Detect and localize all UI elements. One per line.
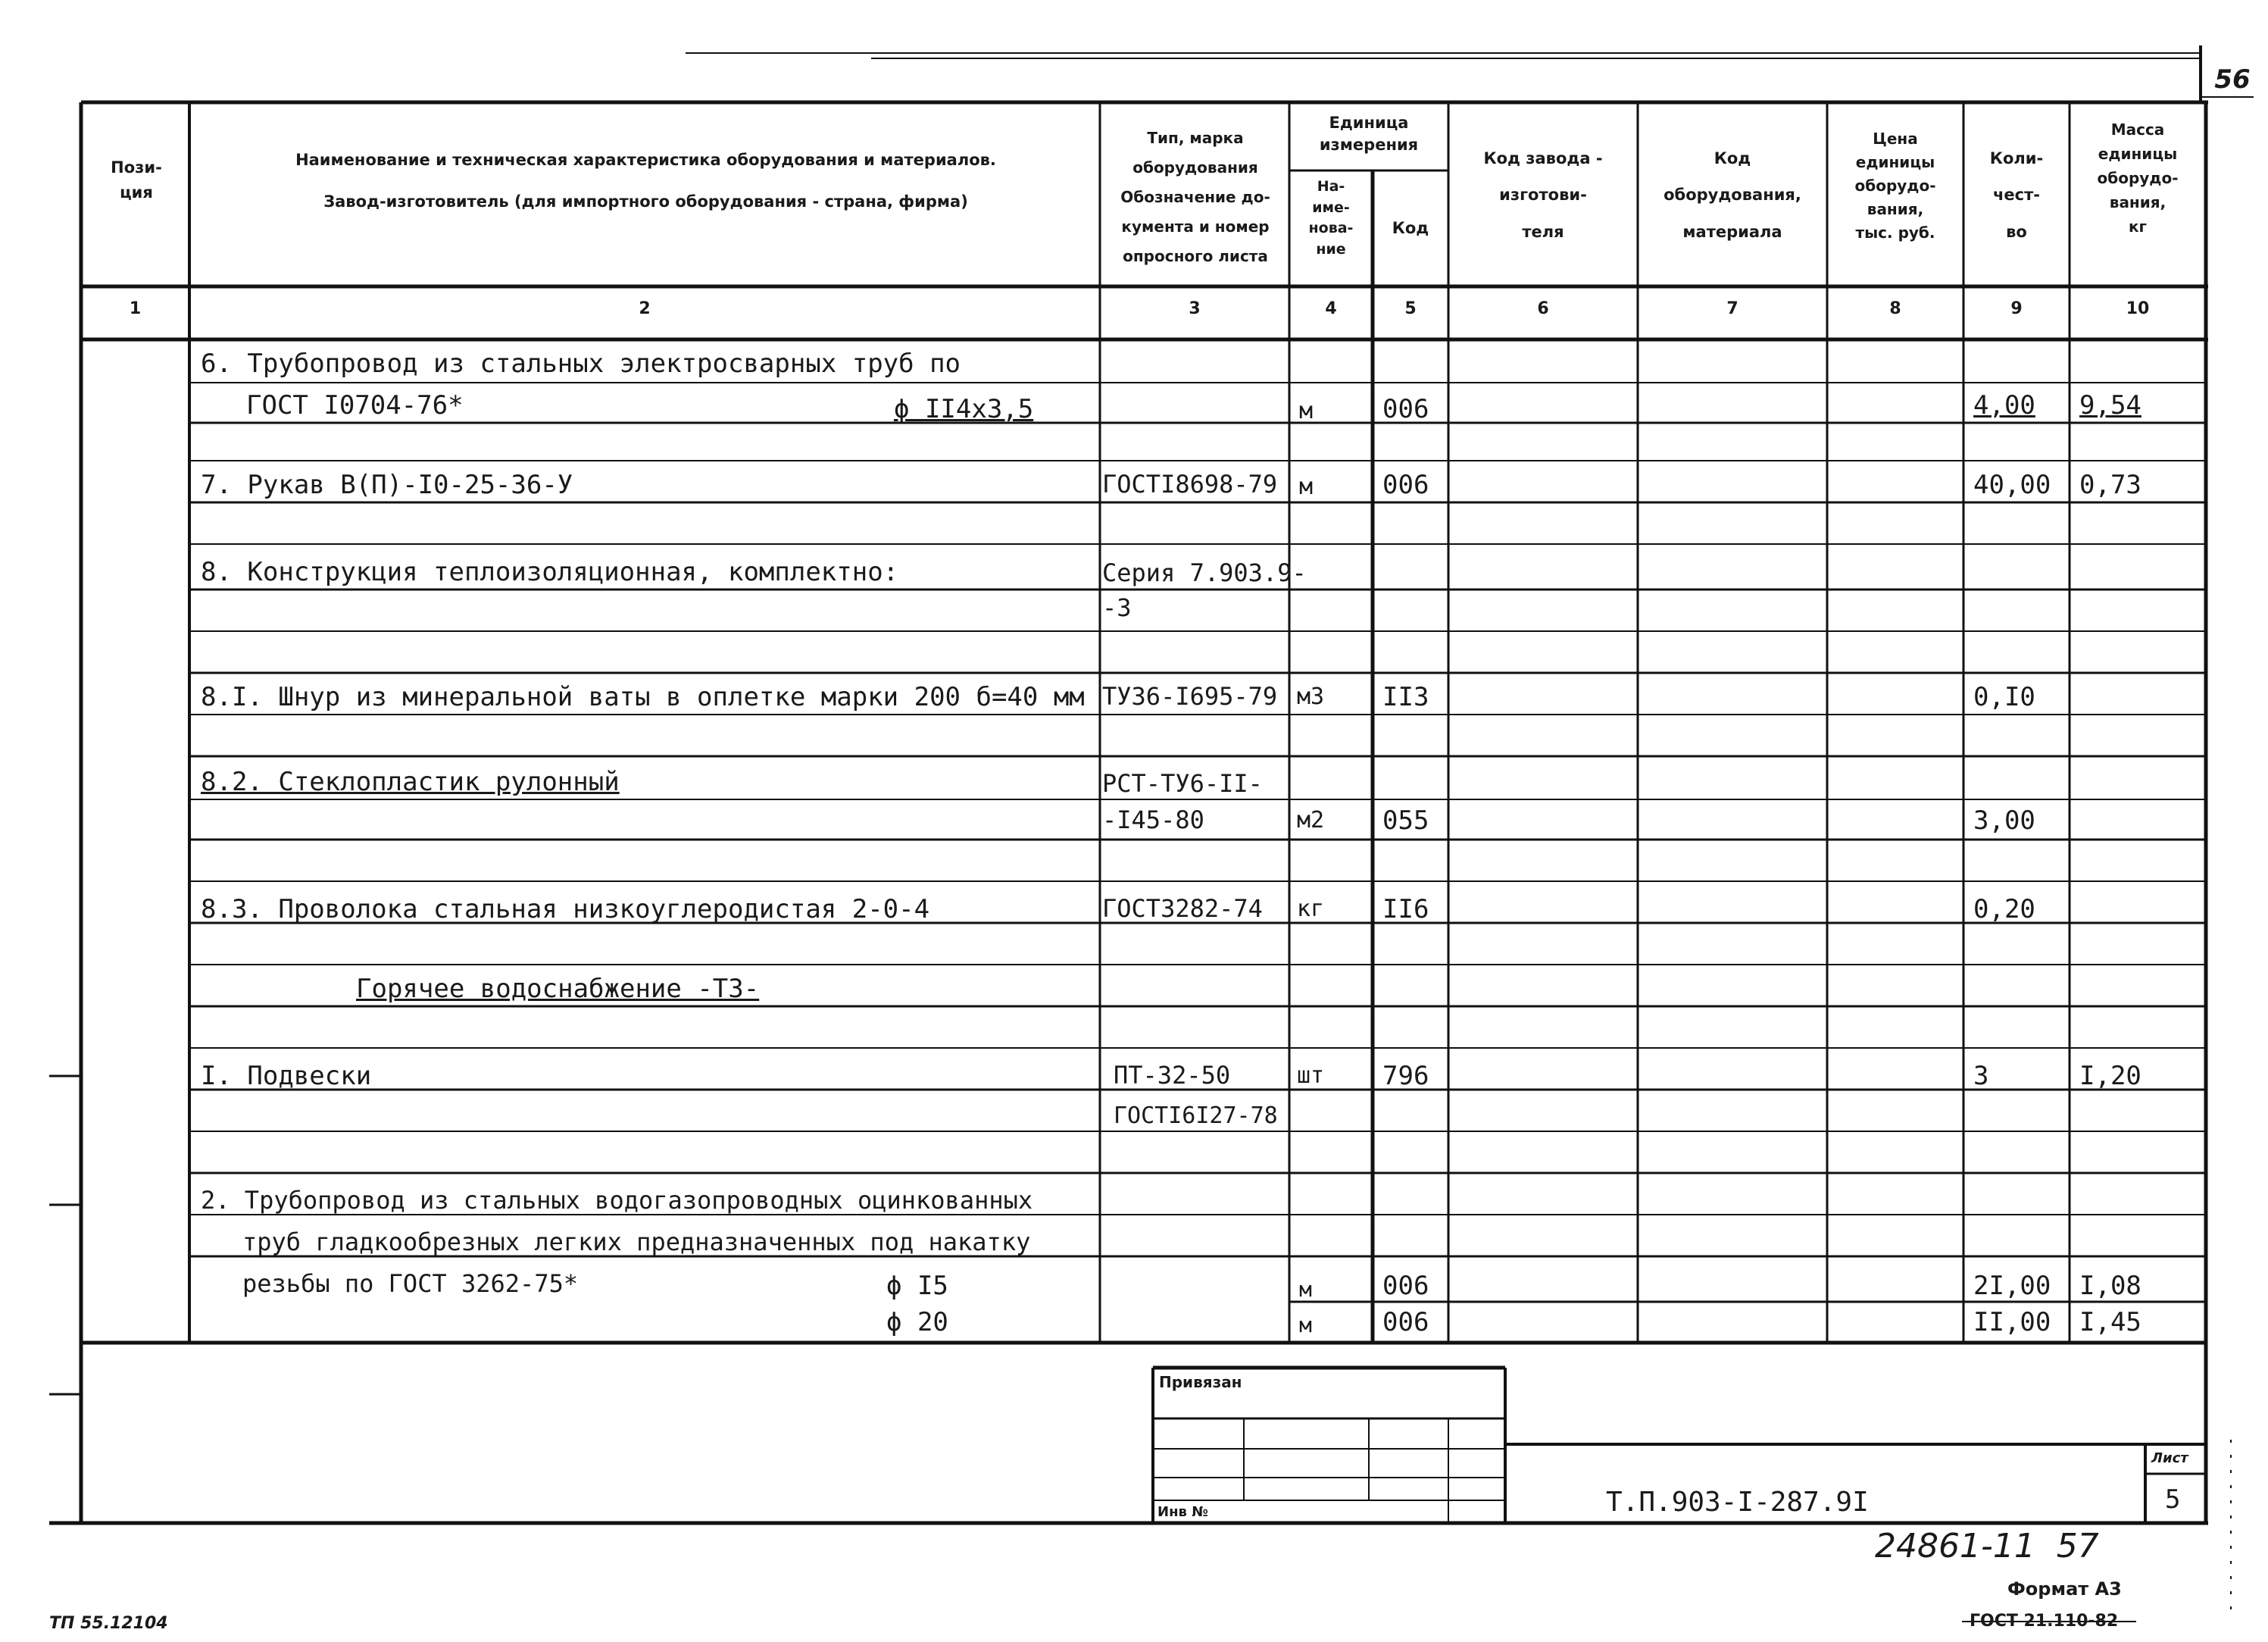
row81-qty: 0,I0: [1973, 682, 2035, 712]
row82-code: 055: [1382, 805, 1429, 836]
row2-code-15: 006: [1382, 1271, 1429, 1301]
row2-size-15: ϕ I5: [886, 1271, 948, 1301]
header-col7: Код оборудования, материала: [1664, 149, 1801, 241]
row2-qty-20: II,00: [1973, 1307, 2051, 1337]
row2-unit-15: м: [1299, 1277, 1312, 1302]
row83-name: 8.3. Проволока стальная низкоуглеродистая 2-0-4: [201, 894, 930, 924]
row2-mass-15: I,08: [2079, 1271, 2141, 1301]
colnum-7: 7: [1726, 299, 1738, 318]
row6-mass: 9,54: [2079, 390, 2141, 421]
row2-name-line2: труб гладкообрезных легких предназначенных под накатку: [242, 1228, 1031, 1256]
rowI-name: I. Подвески: [201, 1061, 372, 1091]
row2-size-20: ϕ 20: [886, 1307, 948, 1337]
header-col9: Коли- чест- во: [1989, 149, 2044, 241]
colnum-3: 3: [1189, 299, 1201, 318]
row81-type: ТУ36-I695-79: [1102, 682, 1278, 711]
header-col5: Код: [1392, 219, 1429, 237]
doc-number: Т.П.903-I-287.9I: [1606, 1487, 1869, 1518]
row6-name-line2: ГОСТ I0704-76*: [246, 390, 464, 421]
rowI-qty: 3: [1973, 1061, 1989, 1091]
header-col4: На- име- нова- ние: [1308, 178, 1354, 258]
colnum-10: 10: [2126, 299, 2150, 318]
stamp-inv: Инв №: [1157, 1504, 1208, 1520]
colnum-1: 1: [129, 299, 142, 318]
sheet-label: Лист: [2151, 1450, 2188, 1466]
colnum-6: 6: [1537, 299, 1549, 318]
row8-type-line1: Серия 7.903.9-: [1102, 558, 1307, 587]
colnum-5: 5: [1404, 299, 1417, 318]
row81-name: 8.I. Шнур из минеральной ваты в оплетке марки 200 б=40 мм: [201, 682, 1085, 712]
row2-code-20: 006: [1382, 1307, 1429, 1337]
row82-unit: м2: [1297, 807, 1325, 834]
row83-type: ГОСТ3282-74: [1102, 894, 1263, 923]
row6-size: ϕ II4x3,5: [894, 394, 1034, 424]
row6-unit: м: [1299, 398, 1314, 424]
sheet-number: 5: [2165, 1484, 2181, 1515]
colnum-2: 2: [639, 299, 651, 318]
rowI-code: 796: [1382, 1061, 1429, 1091]
gost-bottom: ГОСТ 21.110-82: [1970, 1612, 2119, 1631]
colnum-9: 9: [2010, 299, 2023, 318]
row2-name-line3: резьбы по ГОСТ 3262-75*: [242, 1269, 579, 1298]
row7-unit: м: [1299, 474, 1314, 500]
row82-qty: 3,00: [1973, 805, 2035, 836]
section-heading: Горячее водоснабжение -Т3-: [356, 974, 760, 1004]
row6-code: 006: [1382, 394, 1429, 424]
stamp-privyazan: Привязан: [1159, 1373, 1242, 1391]
header-col2: [193, 148, 1098, 214]
rowI-type-line1: ПТ-32-50: [1114, 1061, 1231, 1090]
header-col3: Тип, марка оборудования Обозначение до- кумента и номер опросного листа: [1120, 129, 1270, 265]
header-col8: Цена единицы оборудо- вания, тыс. руб.: [1854, 130, 1936, 242]
row2-qty-15: 2I,00: [1973, 1271, 2051, 1301]
page-number-top: 56: [2214, 64, 2251, 95]
format-label: Формат А3: [2007, 1578, 2122, 1600]
row83-unit: кг: [1297, 896, 1325, 922]
row81-unit: м3: [1297, 683, 1325, 710]
row7-qty: 40,00: [1973, 470, 2051, 500]
row82-name: 8.2. Стеклопластик рулонный: [201, 767, 620, 797]
row8-name: 8. Конструкция теплоизоляционная, комплектно:: [201, 557, 899, 587]
row82-type-line1: РСТ-ТУ6-II-: [1102, 769, 1263, 798]
row7-mass: 0,73: [2079, 470, 2141, 500]
code-left-bottom: ТП 55.12104: [49, 1614, 168, 1633]
header-unit-group: Единица измерения: [1319, 114, 1419, 155]
row83-code: II6: [1382, 894, 1429, 924]
row2-name-line1: 2. Трубопровод из стальных водогазопроводных оцинкованных: [201, 1186, 1033, 1215]
row6-qty: 4,00: [1973, 390, 2035, 421]
header-col2-line1: Наименование и техническая характеристика оборудования и материалов.: [295, 151, 996, 169]
header-col1: Пози- ция: [111, 158, 162, 202]
rowI-mass: I,20: [2079, 1061, 2141, 1091]
row8-type-line2: -3: [1102, 593, 1132, 622]
row7-code: 006: [1382, 470, 1429, 500]
row83-qty: 0,20: [1973, 894, 2035, 924]
rowI-unit: шт: [1297, 1062, 1325, 1089]
row6-name-line1: 6. Трубопровод из стальных электросварных труб по: [201, 349, 961, 379]
row2-mass-20: I,45: [2079, 1307, 2141, 1337]
header-col10: Масса единицы оборудо- вания, кг: [2097, 120, 2179, 236]
rowI-type-line2: ГОСТI6I27-78: [1114, 1102, 1278, 1129]
header-col6: Код завода - изготови- теля: [1483, 149, 1603, 241]
colnum-4: 4: [1325, 299, 1337, 318]
handwritten-inventory-number: 24861-11 57: [1875, 1527, 2099, 1565]
row81-code: II3: [1382, 682, 1429, 712]
colnum-8: 8: [1889, 299, 1901, 318]
row2-unit-20: м: [1299, 1312, 1312, 1337]
row82-type-line2: -I45-80: [1102, 805, 1204, 834]
row7-type: ГОСТI8698-79: [1102, 470, 1278, 499]
row7-name: 7. Рукав В(П)-I0-25-36-У: [201, 470, 573, 500]
header-col2-line2: Завод-изготовитель (для импортного оборудования - страна, фирма): [323, 192, 968, 211]
